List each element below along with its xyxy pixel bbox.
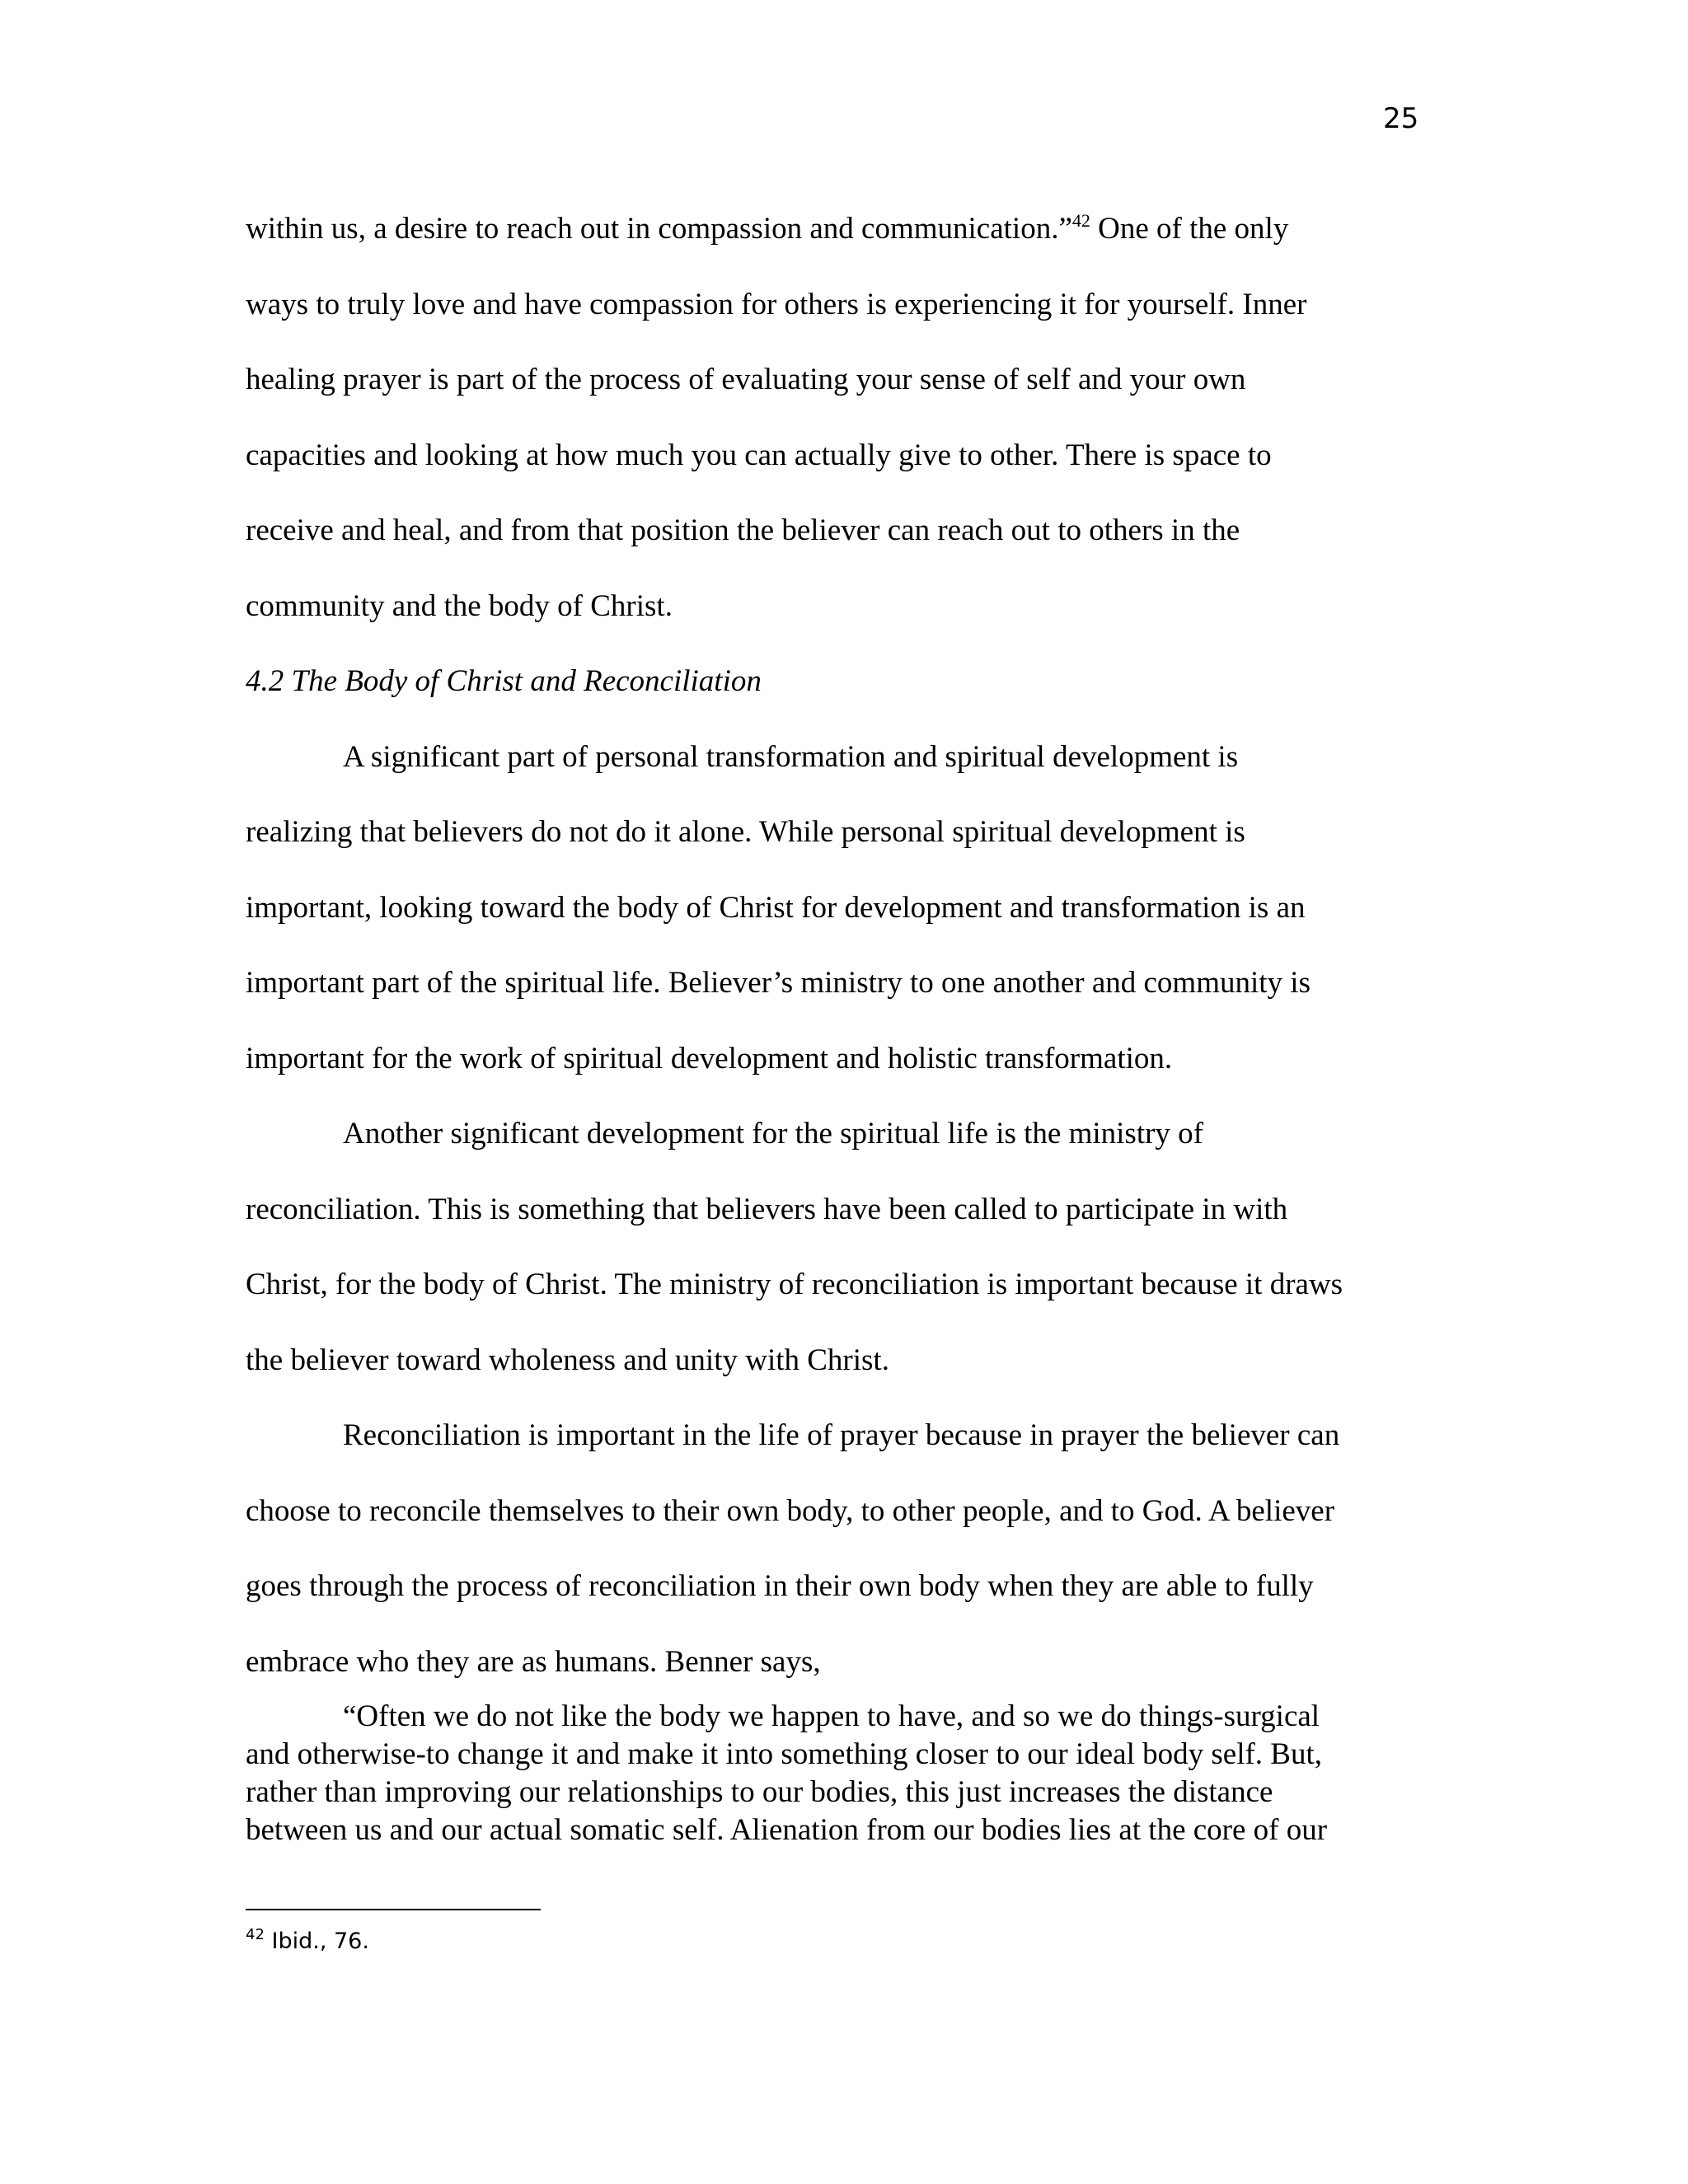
footnote-number: 42: [246, 1926, 265, 1943]
text-line: Christ, for the body of Christ. The ministry of reconciliation is important because it draws: [246, 1268, 1343, 1301]
text-segment: within us, a desire to reach out in compassion and communication.”: [246, 212, 1072, 246]
text-line: choose to reconcile themselves to their own body, to other people, and to God. A believer: [246, 1493, 1335, 1528]
text-line: important part of the spiritual life. Believer’s ministry to one another and community is: [246, 966, 1311, 1000]
text-line: reconciliation. This is something that believers have been called to participate in with: [246, 1192, 1288, 1226]
quote-line: rather than improving our relationships to our bodies, this just increases the distance: [246, 1775, 1273, 1809]
footnote-divider: [246, 1909, 541, 1910]
text-line: the believer toward wholeness and unity with Christ.: [246, 1343, 889, 1377]
text-segment: One of the only: [1090, 212, 1289, 246]
quote-line: and otherwise-to change it and make it into something closer to our ideal body self. But,: [246, 1737, 1323, 1771]
text-line: [246, 191, 1424, 267]
text-line: ways to truly love and have compassion for others is experiencing it for yourself. Inner: [246, 287, 1307, 321]
text-line: important, looking toward the body of Christ for development and transformation is an: [246, 890, 1306, 925]
text-line: goes through the process of reconciliation in their own body when they are able to fully: [246, 1569, 1314, 1603]
text-line: healing prayer is part of the process of evaluating your sense of self and your own: [246, 363, 1246, 396]
block-quote: [246, 1698, 1424, 1849]
footnote-reference: 42: [1071, 210, 1090, 231]
footnote: [246, 1925, 369, 1958]
body-text: [246, 191, 1424, 1699]
quote-line: between us and our actual somatic self. Alienation from our bodies lies at the core of our: [246, 1813, 1328, 1847]
footnote-text: Ibid., 76.: [264, 1929, 369, 1954]
text-line: embrace who they are as humans. Benner says,: [246, 1644, 821, 1679]
text-line: important for the work of spiritual development and holistic transformation.: [246, 1041, 1173, 1076]
text-line: Another significant development for the spiritual life is the ministry of: [343, 1117, 1203, 1151]
text-line: A significant part of personal transformation and spiritual development is: [343, 739, 1239, 774]
text-line: community and the body of Christ.: [246, 588, 673, 623]
text-line: realizing that believers do not do it alone. While personal spiritual development is: [246, 815, 1245, 849]
text-line: Reconciliation is important in the life of prayer because in prayer the believer can: [343, 1418, 1340, 1452]
section-heading: 4.2 The Body of Christ and Reconciliation: [246, 664, 762, 698]
text-line: receive and heal, and from that position the believer can reach out to others in the: [246, 513, 1240, 547]
quote-line: “Often we do not like the body we happen to have, and so we do things-surgical: [343, 1699, 1320, 1733]
text-line: capacities and looking at how much you can actually give to other. There is space to: [246, 438, 1272, 472]
page-number: 25: [1383, 102, 1419, 135]
